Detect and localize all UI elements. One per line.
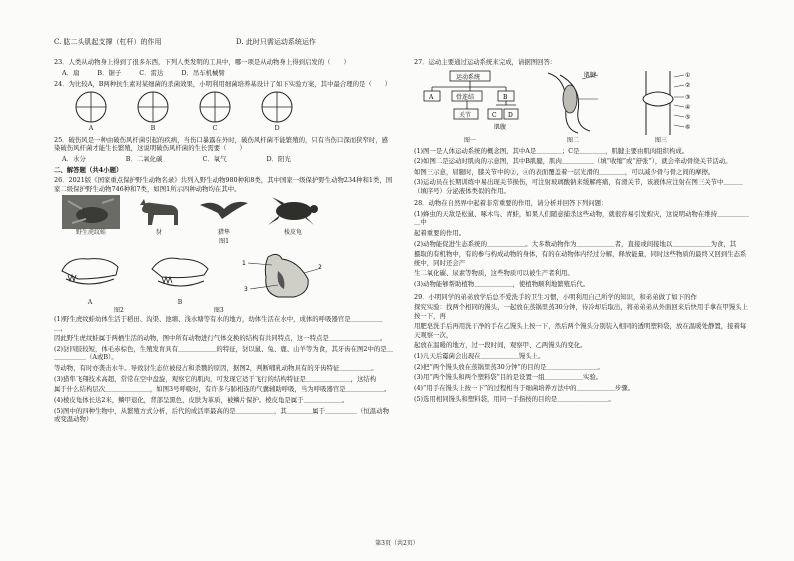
skull-a-label: A [87, 299, 93, 307]
dish-b [136, 90, 170, 132]
muscle-label-tendon: 肌腱 [584, 71, 597, 79]
q28-p2b: 摄取的有机物中，有的参与构成动物的身体，有的在动物体内经过分解，释放能量，同时这些物质的最终又回到生态系统中，同时还会产 [414, 250, 747, 267]
right-column [414, 58, 750, 405]
fig2-caption: 图2 [114, 307, 124, 315]
dish-d [260, 90, 294, 132]
node-a: A [429, 93, 434, 101]
q26-p1b: 因此野生虎纹蛙属于两栖生活的动物，图中所有动物进行气体交换的结构有共同特点，这一特点是＿＿＿＿＿＿＿＿。 [54, 334, 387, 343]
pigeon-anatomy-icon [238, 249, 324, 307]
leatherback-caption: 棱皮龟 [283, 229, 302, 237]
q28-p2c: 生二氧化碳、尿素等物质，这些物质可以被生产者利用。 [414, 269, 574, 278]
dish-d-label: D [274, 124, 280, 133]
q26-figures-2-3 [58, 249, 394, 307]
q25-option-b: B．二氧化碳 [125, 154, 163, 163]
q26-p4: (4)棱皮龟体长达2米，鳞甲退化，背部呈黑色，皮肤为革质，被鳞片保护。棱皮龟是属于＿＿＿＿＿＿。 [54, 396, 349, 405]
knee-label-4: ④ [685, 103, 691, 111]
dish-b-label: B [150, 124, 156, 133]
q29-p4: (4)“用手在馒头上按一下”的过程相当于细菌培养方法中的＿＿＿＿＿＿步骤。 [414, 383, 635, 392]
q27-figures [420, 69, 750, 145]
dish-a-label: A [88, 124, 94, 133]
falcon-figure [198, 195, 250, 237]
pigeon-label-1: 1 [242, 260, 246, 268]
q28-p3: (3)动物能够帮助植物＿＿＿＿＿＿，使植物顺利地繁殖后代。 [414, 280, 590, 289]
concept-map-figure [420, 69, 520, 145]
q23-option-c: C．雷达 [139, 68, 164, 77]
fig3-caption: 图3 [213, 307, 224, 315]
section-2-heading: 二、解答题（共4小题） [54, 165, 123, 174]
q26-p3: (3)猎隼飞翔技术高超，常常在空中盘旋，观察它的肌肉，可发现它适于飞行的结构特征是＿＿＿＿＿＿＿，这结构 [54, 374, 377, 383]
node-d: D [508, 111, 513, 119]
dish-c-label: C [212, 124, 218, 133]
q28-p2: (2)动物能促进生态系统的＿＿＿＿＿＿。大多数动物作为＿＿＿＿＿＿者，直接或间接地以＿＿＿＿＿＿为食，其 [414, 239, 737, 248]
q25-option-d: D．阳光 [266, 154, 291, 163]
skull-a-icon [58, 249, 122, 299]
pigeon-label-2: 2 [318, 264, 322, 272]
q24-petri-dishes [74, 90, 394, 132]
node-joint: 关节 [459, 111, 472, 119]
q26-figure-1 [62, 195, 394, 237]
concept-map-diagram [420, 69, 520, 137]
petri-dish-b-icon [136, 90, 170, 124]
q28-p1: (1)蜂虫的天敌是松鼠、啄木鸟、青蛙，如果人们随意捕杀这些动物，就很容易引发蝗灾，这说明动物在维持＿＿＿＿＿＿中 [414, 210, 749, 227]
node-joint-link: 骨连结 [456, 93, 475, 101]
falcon-caption: 猎隼 [217, 229, 230, 237]
skull-b-label: B [177, 299, 183, 307]
q27-stem: 27．运动主要通过运动系统来完成，请据图回答： [414, 58, 557, 66]
node-motion-system: 运动系统 [456, 73, 481, 81]
tiger-frog-figure [62, 195, 120, 237]
q25-option-c: C．氧气 [202, 154, 227, 163]
muscle-diagram [538, 69, 608, 137]
knee-label-2: ② [685, 81, 691, 89]
petri-dish-a-icon [74, 90, 108, 124]
q23-options [62, 69, 394, 77]
q24-stem: 24．为比较A，B两种抗生素对某细菌的杀菌效果，小明利用细菌培养基设计了如下实验方案，其中最合理的是（ ） [54, 79, 391, 88]
fig-three-caption: 图三 [654, 136, 667, 144]
petri-dish-c-icon [198, 90, 232, 124]
q23-stem: 23．人类从动物身上得到了很多东西，下列人类发明的工具中，哪一项是从动物身上得到启发的（ ） [54, 58, 350, 66]
q29-stem: 29．小明同学的弟弟放学后总不爱洗手的卫生习惯，小明利用自己所学的知识，和弟弟做了如下的作 [414, 292, 697, 301]
node-b: B [503, 93, 508, 101]
leatherback-figure [264, 195, 322, 237]
q26-p3b: 属于什么结构层次＿＿＿＿＿＿＿，如图3号呼吸时，有许多与肺相连的气囊辅助呼吸，当为呼吸器官是＿＿＿＿＿＿。 [54, 385, 391, 394]
option-c-line: C. 肱二头肌起支撑（杠杆）的作用 [54, 38, 162, 46]
skull-b-figure [148, 249, 212, 307]
option-d-line: D. 此时只需运动系统运作 [236, 38, 316, 46]
dish-a [74, 90, 108, 132]
q28-stem: 28．动物在自然界中起着非常重要的作用，请分析并回答下列问题： [414, 199, 608, 208]
pigeon-label-3: 3 [244, 286, 248, 294]
knee-joint-diagram [626, 69, 696, 137]
knee-figure [626, 69, 696, 145]
q25-options [62, 155, 394, 163]
q29-stem-3: 用肥皂洗手后再用洗干净的手在乙馒头上按一下，然后两个馒头分别装入相同的透明塑料袋，放在温暖处静置，接着每天观察一次， [414, 322, 747, 339]
q26-stem: 26．2021版《国家重点保护野生动物名录》共列入野生动物980种和8类，其中国家一级保护野生动物234种和1类，国家二级保护野生动物746种和7类，如图1所示四种动物均在其中。 [54, 176, 393, 193]
q27-p2: (2)如图二是运动时肌肉的示意图，其中B肌腱，肌肉＿＿＿＿＿（填“收缩”或“舒张”），就会牵动骨绕关节活动。 [414, 157, 732, 166]
q25-stem: 25．破伤风是一种由破伤风杆菌引起的疾病，当伤口暴露在外时，破伤风杆菌不能繁殖的，只有当伤口深而狭窄时，感染破伤风杆菌才能生长繁殖，这说明破伤风杆菌的生长需要（ ） [54, 135, 389, 153]
dhole-figure [134, 195, 184, 237]
node-c: C [492, 111, 497, 119]
fig-two-caption: 图二 [566, 136, 579, 144]
left-column [54, 58, 394, 426]
q27-p3: (3)运动员在长期训练中易出现关节损伤，可注射玻璃酸钠来缓解疼痛，有滑关节，该液体应注射在图三关节中＿＿＿（填序号）分泌液体类似的作用。 [414, 178, 743, 195]
tiger-frog-caption: 野生虎纹蛙 [75, 229, 106, 237]
q26-p1: (1)野生虎纹蛙幼体生活于稻田、沟渠、池塘、浅水塘等有水的地方，幼体生活在水中，成体的呼吸器官是＿＿＿＿＿＿， [54, 315, 383, 332]
muscle-figure [538, 69, 608, 145]
falcon-image [198, 195, 250, 229]
knee-label-5: ⑤ [685, 113, 691, 121]
page-footer: 第3页（共2页） [375, 540, 419, 547]
q27-p2b: 如图三示意，屈腿时，膝关节中的②，④的表面覆盖着一层光滑的＿＿＿＿，可以减少骨与骨之间的摩擦。 [414, 167, 715, 176]
node-muscle-belly: 肌腹 [494, 123, 507, 131]
leatherback-turtle-image [264, 195, 322, 229]
q29-p5: (5)选用相同馒头和塑料袋，用同一手指按的目的是＿＿＿＿＿＿＿＿。 [414, 394, 615, 403]
fig1-caption: 图1 [218, 238, 230, 246]
skull-b-icon [148, 249, 212, 299]
q27-p1: (1)图一是人体运动系统的概念图，其中A是＿＿＿＿；C是＿＿＿＿，肌腱主要由肌肉组织构成。 [414, 146, 689, 155]
tiger-frog-image [62, 195, 120, 229]
q23-option-a: A．扇 [62, 68, 80, 77]
q29-p2: (2)把“两个馒头放在蒸锅里蒸30分钟”的目的是＿＿＿＿＿＿＿＿。 [414, 362, 604, 371]
dhole-image [134, 195, 184, 229]
dhole-caption: 豺 [155, 229, 162, 237]
q29-p3: (3)用“两个馒头和两个塑料袋”目的是设置一组＿＿＿＿＿＿实验。 [414, 373, 603, 382]
q26-p5: (5)图中的四种生物中，从繁殖方式分析，后代的成活率最高的是＿＿＿＿＿＿，其＿＿＿＿属于＿＿＿＿＿（恒温动物或变温动物） [54, 406, 389, 424]
q23-option-b: B．锯子 [97, 68, 122, 77]
knee-label-6: ⑥ [685, 123, 691, 131]
knee-label-3: ③ [685, 93, 691, 101]
q25-option-a: A．水分 [62, 154, 86, 163]
q23-option-d: D．吊车机械臂 [181, 68, 225, 77]
dish-c [198, 90, 232, 132]
q29-p1: (1)儿天后霉菌会出现在＿＿＿＿＿＿馒头上。 [414, 352, 545, 361]
q29-stem-2: 探究实验：找两个相同的馒头，一起放在蒸锅里蒸30分钟，待冷却后取出，将弟弟弟从外面回来后快用手拿在甲馒头上按一下，再 [414, 303, 749, 320]
knee-label-1: ① [685, 71, 691, 79]
skull-a-figure [58, 249, 122, 307]
q29-stem-4: 起放在温暖的地方，过一段时间，观察甲、乙两馒头的变化。 [414, 341, 587, 350]
q28-p1b: 起着重要的作用。 [414, 229, 466, 238]
pigeon-figure [238, 249, 324, 307]
fig-one-caption: 图一 [463, 136, 476, 144]
q26-p2b: 等动物，有时亦袭击水牛。导致豺生态位被侵占和杀戮的原因，据图2，判断哺乳动物具有的牙齿特征＿＿＿＿＿。 [54, 364, 378, 373]
petri-dish-d-icon [260, 90, 294, 124]
q26-p2: (2)豺四肢较短，体毛赤棕色，生殖发育具有＿＿＿＿＿＿的特征，豺以鼠、兔、鹿、山羊等为食，其牙齿在图2中的是＿＿＿＿＿＿（A或B）。 [54, 345, 394, 362]
